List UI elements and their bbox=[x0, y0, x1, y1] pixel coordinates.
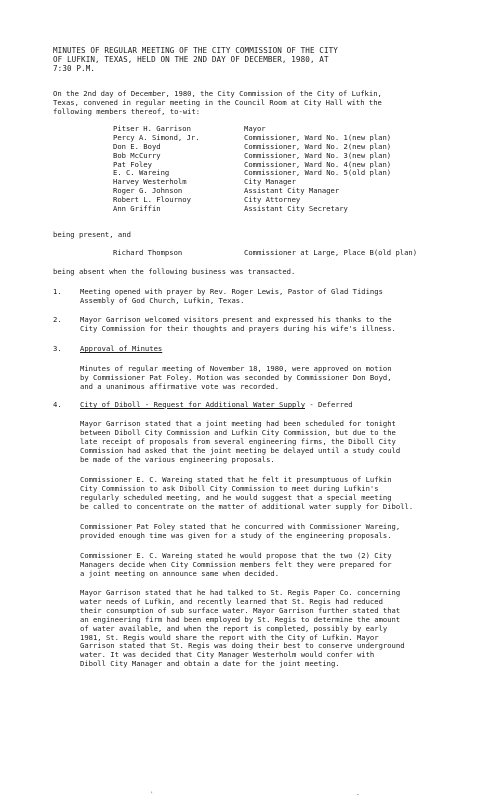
item-heading: City of Diboll - Request for Additional Water Supply bbox=[80, 400, 306, 409]
member-name: Pitser H. Garrison bbox=[113, 124, 191, 133]
member-name: E. C. Wareing bbox=[113, 168, 170, 178]
member-title: Assistant City Secretary bbox=[244, 204, 348, 214]
item4-paragraph-1: Mayor Garrison stated that a joint meeting had been scheduled for tonight between Diboll City Commission and Lufkin City Commission, but due to the late receipt of proposals from several engineering firms, the Diboll City Commission had asked that the joint meeting be delayed until a study could be made of the various engineering proposals. bbox=[80, 419, 401, 464]
being-present-text: being present, and bbox=[53, 230, 131, 239]
minutes-approval-paragraph: Minutes of regular meeting of November 18, 1980, were approved on motion by Commissioner Pat Foley. Motion was seconded by Commissioner Don Boyd, and a unanimous affirmative vote was recorded. bbox=[80, 364, 392, 391]
member-name: Robert L. Flournoy bbox=[113, 195, 191, 205]
member-name: Bob McCurry bbox=[113, 150, 161, 160]
member-title: Commissioner, Ward No. 4(new plan) bbox=[244, 159, 392, 169]
minutes-title: MINUTES OF REGULAR MEETING OF THE CITY COMMISSION OF THE CITY OF LUFKIN, TEXAS, HELD ON THE 2ND DAY OF DECEMBER, 1980, AT 7:30 P.M. bbox=[53, 46, 338, 73]
item4-paragraph-4: Commissioner E. C. Wareing stated he would propose that the two (2) City Managers decide when City Commission members felt they were prepared for a joint meeting on announce same when decided. bbox=[80, 551, 392, 578]
member-name: Percy A. Simond, Jr. bbox=[113, 132, 200, 142]
item4-paragraph-2: Commissioner E. C. Wareing stated that he felt it presumptuous of Lufkin City Commission to ask Diboll City Commission to meet during Lufkin's regularly scheduled meeting, and he would suggest that a special meeting be called to concentrate on the matter of additional water supply for Diboll. bbox=[80, 475, 414, 511]
member-title: Assistant City Manager bbox=[244, 186, 340, 196]
absent-member-row bbox=[113, 249, 473, 258]
member-name: Roger G. Johnson bbox=[113, 186, 183, 196]
item4-paragraph-3: Commissioner Pat Foley stated that he concurred with Commissioner Wareing, provided enough time was given for a study of the engineering proposals. bbox=[80, 522, 401, 540]
member-name: Don E. Boyd bbox=[113, 141, 161, 151]
page-edge-mark: ' bbox=[150, 791, 154, 798]
item-number: 4. bbox=[53, 400, 62, 409]
being-absent-text: being absent when the following business was transacted. bbox=[53, 267, 296, 276]
item-text: Mayor Garrison welcomed visitors present and expressed his thanks to the City Commission for their thoughts and prayers during his wife's illness. bbox=[80, 315, 396, 333]
item-heading-suffix: - Deferred bbox=[305, 400, 353, 409]
member-name: Harvey Westerholm bbox=[113, 177, 187, 187]
member-title: Commissioner, Ward No. 1(new plan) bbox=[244, 132, 392, 142]
members-list bbox=[113, 125, 453, 214]
item-text: Meeting opened with prayer by Rev. Roger Lewis, Pastor of Glad Tidings Assembly of God Church, Lufkin, Texas. bbox=[80, 287, 383, 305]
agenda-item-2 bbox=[53, 316, 453, 334]
member-row bbox=[113, 205, 453, 214]
intro-paragraph: On the 2nd day of December, 1980, the City Commission of the City of Lufkin, Texas, convened in regular meeting in the Council Room at City Hall with the following members thereof, to-wit: bbox=[53, 89, 382, 116]
agenda-item-3 bbox=[53, 345, 453, 354]
item4-paragraph-5: Mayor Garrison stated that he had talked to St. Regis Paper Co. concerning water needs of Lufkin, and recently learned that St. Regis had reduced their consumption of sub surface water. Mayor Garrison further stated that an engineering firm had been employed by St. Regis to determine the amount of water available, and when the report is completed, possibly by early 1981, St. Regis would share the report with the City of Lufkin. Mayor Garrison stated that St. Regis was doing their best to conserve underground water. It was decided that City Manager Westerholm would confer with Diboll City Manager and obtain a date for the joint meeting. bbox=[80, 588, 405, 669]
member-name: Pat Foley bbox=[113, 159, 152, 169]
absent-member-name: Richard Thompson bbox=[113, 248, 183, 257]
member-title: Commissioner, Ward No. 5(old plan) bbox=[244, 168, 392, 178]
member-name: Ann Griffin bbox=[113, 204, 161, 214]
member-title: City Manager bbox=[244, 177, 296, 187]
member-title: Commissioner, Ward No. 2(new plan) bbox=[244, 141, 392, 151]
absent-member-title: Commissioner at Large, Place B(old plan) bbox=[244, 248, 418, 257]
member-title: Commissioner, Ward No. 3(new plan) bbox=[244, 150, 392, 160]
item-number: 3. bbox=[53, 344, 62, 353]
member-title: Mayor bbox=[244, 124, 266, 133]
item-number: 2. bbox=[53, 315, 62, 324]
item-number: 1. bbox=[53, 287, 62, 296]
member-title: City Attorney bbox=[244, 195, 301, 205]
agenda-item-4 bbox=[53, 401, 453, 410]
page-edge-mark: - bbox=[356, 791, 360, 798]
agenda-item-1 bbox=[53, 288, 453, 306]
item-heading: Approval of Minutes bbox=[80, 344, 163, 353]
